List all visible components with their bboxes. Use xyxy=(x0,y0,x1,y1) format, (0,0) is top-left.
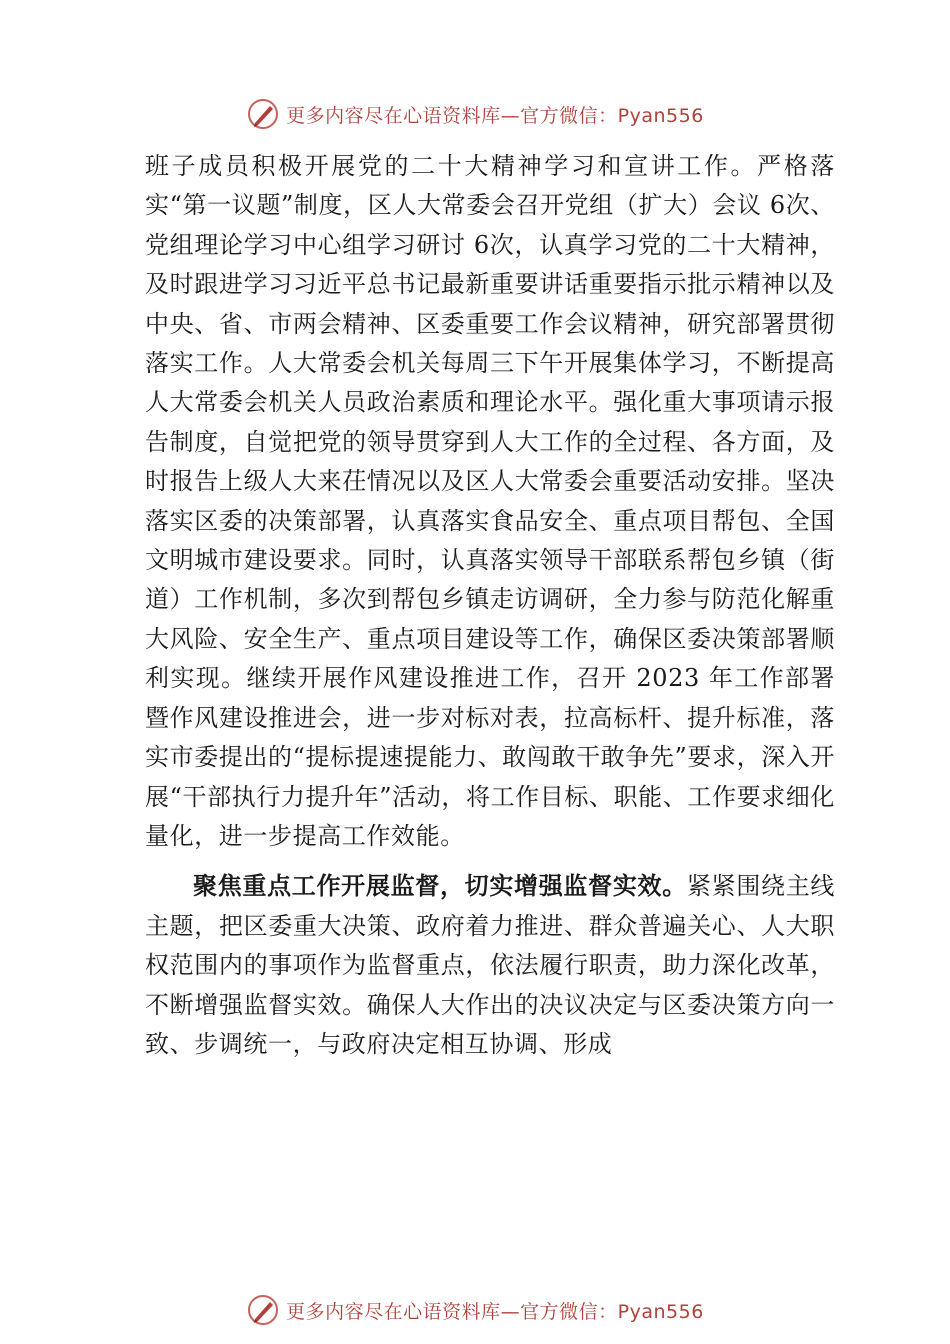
paragraph-text: 紧紧围绕主线主题，把区委重大决策、政府着力推进、群众普遍关心、人大职权范围内的事项作为监督重点，依法履行职责，助力深化改革，不断增强监督实效。确保人大作出的决议决定与区委决策方向一致、步调统一，与政府决定相互协调、形成 xyxy=(145,872,835,1058)
page-header-watermark xyxy=(0,94,950,134)
paragraph-text: 班子成员积极开展党的二十大精神学习和宣讲工作。严格落实“第一议题”制度，区人大常委会召开党组（扩大）会议 6次、党组理论学习中心组学习研讨 6次，认真学习党的二十大精神，及时跟进学习习近平总书记最新重要讲话重要指示批示精神以及中央、省、市两会精神、区委重要工作会议精神，研究部署贯彻落实工作。人大常委会机关每周三下午开展集体学习，不断提高人大常委会机关人员政治素质和理论水平。强化重大事项请示报告制度，自觉把党的领导贯穿到人大工作的全过程、各方面，及时报告上级人大来茌情况以及区人大常委会重要活动安排。坚决落实区委的决策部署，认真落实食品安全、重点项目帮包、全国文明城市建设要求。同时，认真落实领导干部联系帮包乡镇（街道）工作机制，多次到帮包乡镇走访调研，全力参与防范化解重大风险、安全生产、重点项目建设等工作，确保区委决策部署顺利实现。继续开展作风建设推进工作，召开 2023 年工作部署暨作风建设推进会，进一步对标对表，拉高标杆、提升标准，落实市委提出的“提标提速提能力、敢闯敢干敢争先”要求，深入开展“干部执行力提升年”活动，将工作目标、职能、工作要求细化量化，进一步提高工作效能。 xyxy=(145,152,835,850)
paragraph-lead-heading: 聚焦重点工作开展监督，切实增强监督实效。 xyxy=(193,872,687,901)
quill-pen-logo-icon xyxy=(246,1293,280,1327)
header-watermark-text: 更多内容尽在心语资料库—官方微信：Pyan556 xyxy=(286,104,704,127)
body-paragraph xyxy=(145,867,835,1064)
footer-watermark-text: 更多内容尽在心语资料库—官方微信：Pyan556 xyxy=(286,1300,704,1323)
document-body xyxy=(145,147,835,1064)
quill-pen-logo-icon xyxy=(246,97,280,131)
body-paragraph xyxy=(145,147,835,856)
page-footer-watermark xyxy=(0,1290,950,1330)
